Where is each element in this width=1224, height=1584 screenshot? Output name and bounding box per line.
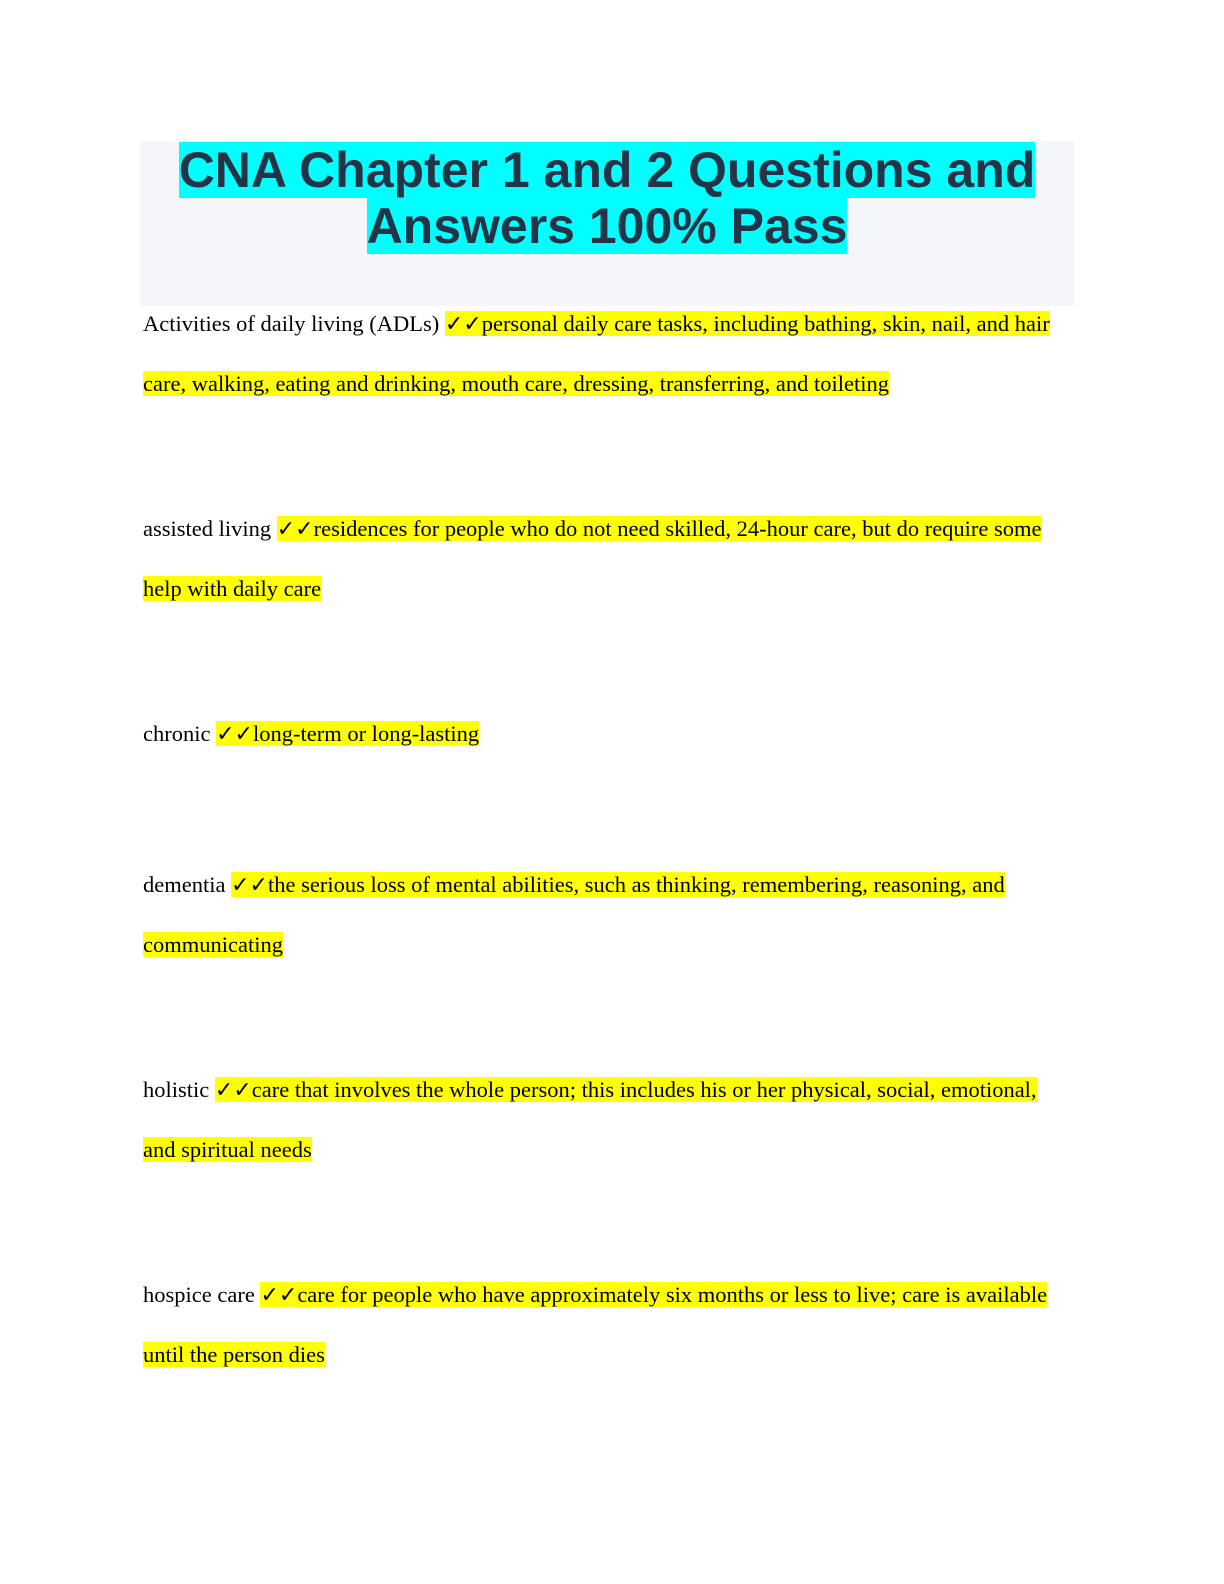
definition-highlight [216,721,479,746]
definition-highlight [143,516,1042,601]
definition: care that involves the whole person; this includes his or her physical, social, emotional, and spiritual needs [143,1077,1037,1162]
term: assisted living [143,516,277,541]
check-mark-icon: ✓✓ [444,312,482,337]
check-mark-icon: ✓✓ [231,873,268,898]
term-entry-assisted-living [143,499,1073,618]
check-mark-icon: ✓✓ [260,1283,298,1308]
document-title [140,141,1074,254]
term-entry-dementia [143,855,1073,974]
term-entry-adls [143,294,1073,413]
document-title-text: CNA Chapter 1 and 2 Questions and Answers 100% Pass [178,142,1036,254]
definition: personal daily care tasks, including bathing, skin, nail, and hair care, walking, eating and drinking, mouth care, dressing, transferring, and toileting [143,311,1050,396]
check-mark-icon: ✓✓ [276,517,314,542]
term-entry-hospice-care [143,1265,1073,1384]
check-mark-icon: ✓✓ [214,1078,252,1103]
check-mark-icon: ✓✓ [216,722,253,747]
term-entry-holistic [143,1060,1073,1179]
term-list [143,300,1073,1384]
definition-highlight [143,1077,1037,1162]
definition: care for people who have approximately six months or less to live; care is available until the person dies [143,1282,1048,1367]
definition-highlight [143,872,1005,957]
term: hospice care [143,1282,261,1307]
term: dementia [143,872,232,897]
definition-highlight [143,1282,1047,1367]
term: Activities of daily living (ADLs) [143,311,445,336]
definition: the serious loss of mental abilities, such as thinking, remembering, reasoning, and communicating [143,872,1005,957]
title-box [140,141,1074,306]
term-entry-chronic [143,704,1073,764]
definition: long-term or long-lasting [252,721,480,746]
definition: residences for people who do not need skilled, 24-hour care, but do require some help with daily care [143,516,1042,601]
term: chronic [143,721,217,746]
term: holistic [143,1077,215,1102]
